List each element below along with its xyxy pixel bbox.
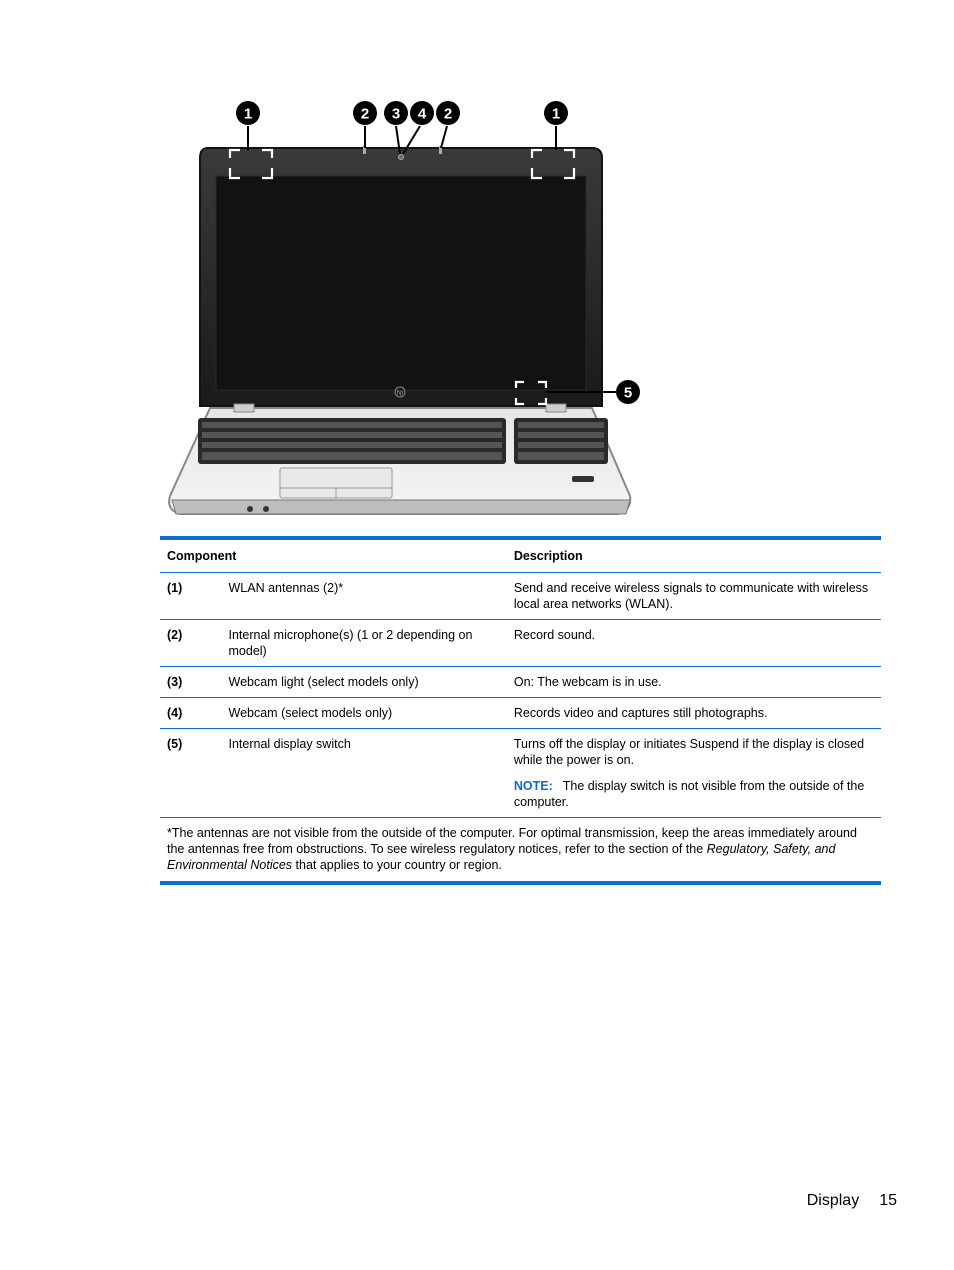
- page-number: 15: [879, 1192, 897, 1209]
- footnote: [160, 818, 881, 884]
- row-description: Records video and captures still photographs.: [507, 698, 881, 729]
- page-footer: [807, 1192, 897, 1210]
- callout-5: [616, 380, 640, 404]
- callout-3: [384, 101, 408, 125]
- laptop-display-figure: [160, 96, 650, 526]
- section-name: Display: [806, 1192, 860, 1209]
- row-component: Webcam (select models only): [222, 698, 507, 729]
- callout-1-left: [236, 101, 260, 125]
- laptop-base: [169, 404, 630, 514]
- note: [514, 778, 874, 810]
- table-row: [160, 729, 881, 818]
- row-description-text: Turns off the display or initiates Suspend if the display is closed while the power is on.: [513, 737, 865, 767]
- header-description: Description: [507, 538, 881, 573]
- table-row: [160, 573, 881, 620]
- row-number: (1): [160, 573, 222, 620]
- row-description: Send and receive wireless signals to communicate with wireless local area networks (WLAN).: [507, 573, 881, 620]
- svg-text:1: 1: [551, 105, 561, 123]
- note-text: The display switch is not visible from the outside of the computer.: [513, 779, 865, 809]
- callout-4: [410, 101, 434, 125]
- row-number: (5): [160, 729, 222, 818]
- row-number: (2): [160, 620, 222, 667]
- row-description: [507, 729, 881, 818]
- component-table: [160, 536, 881, 885]
- svg-text:4: 4: [417, 105, 427, 123]
- row-component: Internal microphone(s) (1 or 2 depending on model): [222, 620, 507, 667]
- svg-text:1: 1: [243, 105, 253, 123]
- callout-1-right: [544, 101, 568, 125]
- svg-text:2: 2: [443, 105, 453, 123]
- callout-2-left: [353, 101, 377, 125]
- callout-2-right: [436, 101, 460, 125]
- footnote-italic-title: Regulatory, Safety, and Environmental Notices: [167, 842, 836, 872]
- row-component: Webcam light (select models only): [222, 667, 507, 698]
- row-component: Internal display switch: [222, 729, 507, 818]
- row-description: Record sound.: [507, 620, 881, 667]
- footnote-text-end: that applies to your country or region.: [292, 858, 502, 872]
- svg-text:3: 3: [391, 105, 401, 123]
- svg-text:2: 2: [360, 105, 370, 123]
- row-number: (3): [160, 667, 222, 698]
- header-component: Component: [160, 538, 507, 573]
- table-header-row: [160, 538, 881, 573]
- svg-text:5: 5: [623, 384, 633, 402]
- table-row: [160, 698, 881, 729]
- footnote-text: *The antennas are not visible from the outside of the computer. For optimal transmission, keep the areas immediately around the antennas free from obstructions. To see wireless regulatory notices, refer to the section of the: [167, 826, 857, 856]
- footnote-row: [160, 818, 881, 884]
- row-number: (4): [160, 698, 222, 729]
- table-row: [160, 667, 881, 698]
- row-component: WLAN antennas (2)*: [222, 573, 507, 620]
- row-description: On: The webcam is in use.: [507, 667, 881, 698]
- display-lid: [200, 146, 602, 406]
- note-label: NOTE:: [513, 779, 553, 793]
- hp-logo: hp: [396, 390, 404, 397]
- table-row: [160, 620, 881, 667]
